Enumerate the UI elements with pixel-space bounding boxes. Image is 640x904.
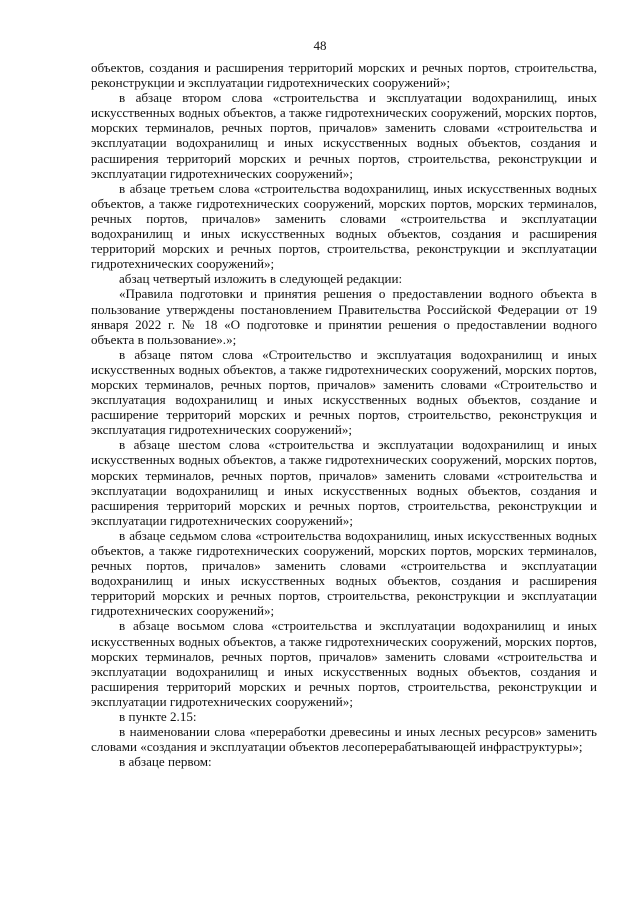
paragraph-abzac-chetvertyi: абзац четвертый изложить в следующей редакции: [119, 271, 403, 287]
document-body [91, 60, 597, 769]
paragraph-abzac-pyatom: в абзаце пятом слова «Строительство и эксплуатация водохранилищ и иных искусственных водных объектов, а также гидротехнических сооружений, морских портов, морских терминалов, речных портов, причалов» заменить словами «Строительство и эксплуатация водохранилищ и иных искусственных водных объектов, создание и расширение территорий морских и речных портов, строительство, реконструкция и эксплуатация гидротехнических сооружений»; [91, 346, 597, 438]
paragraph-abzac-vtorom: в абзаце втором слова «строительства и эксплуатации водохранилищ, иных искусственных водных объектов, а также гидротехнических сооружений, морских портов, морских терминалов, речных портов, причалов» заменить словами «строительства и эксплуатации водохранилищ и иных искусственных водных объектов, создания и расширения территорий морских и речных портов, строительства, реконструкции и эксплуатации гидротехнических сооружений»; [91, 90, 597, 181]
paragraph-abzac-shestom: в абзаце шестом слова «строительства и эксплуатации водохранилищ и иных искусственных водных объектов, а также гидротехнических сооружений, морских портов, морских терминалов, речных портов, причалов» заменить словами «строительства и эксплуатации водохранилищ и иных искусственных водных объектов, создания и расширения территорий морских и речных портов, строительства, реконструкции и эксплуатации гидротехнических сооружений»; [91, 437, 597, 528]
paragraph-abzac-vosmom: в абзаце восьмом слова «строительства и эксплуатации водохранилищ и иных искусственных водных объектов, а также гидротехнических сооружений, морских портов, морских терминалов, речных портов, причалов» заменить словами «строительства и эксплуатации водохранилищ и иных искусственных водных объектов, создания и расширения территорий морских и речных портов, строительства, реконструкции и эксплуатации гидротехнических сооружений»; [91, 618, 597, 709]
page-number: 48 [313, 38, 327, 53]
paragraph-continuation: объектов, создания и расширения территорий морских и речных портов, строительства, реконструкции и эксплуатации гидротехнических сооружений»; [91, 60, 597, 91]
paragraph-abzac-tretem: в абзаце третьем слова «строительства водохранилищ, иных искусственных водных объектов, а также гидротехнических сооружений, морских портов, морских терминалов, речных портов, причалов» заменить словами «строительства и эксплуатации водохранилищ и иных искусственных водных объектов, создания и расширения территорий морских и речных портов, строительства, реконструкции и эксплуатации гидротехнических сооружений»; [91, 180, 597, 272]
paragraph-pravila-quote: «Правила подготовки и принятия решения о предоставлении водного объекта в пользование утверждены постановлением Правительства Российской Федерации от 19 января 2022 г. № 18 «О подготовке и принятии решения о предоставлении водного объекта в пользование».»; [91, 286, 597, 347]
paragraph-naimenovanie: в наименовании слова «переработки древесины и иных лесных ресурсов» заменить словами «создания и эксплуатации объектов лесоперерабатывающей инфраструктуры»; [91, 724, 597, 755]
paragraph-abzac-pervom: в абзаце первом: [119, 754, 212, 770]
paragraph-punkt-2-15: в пункте 2.15: [119, 709, 197, 725]
paragraph-abzac-sedmom: в абзаце седьмом слова «строительства водохранилищ, иных искусственных водных объектов, а также гидротехнических сооружений, морских портов, морских терминалов, речных портов, причалов» заменить словами «строительства и эксплуатации водохранилищ и иных искусственных водных объектов, создания и расширения территорий морских и речных портов, строительства, реконструкции и эксплуатации гидротехнических сооружений»; [91, 527, 597, 619]
